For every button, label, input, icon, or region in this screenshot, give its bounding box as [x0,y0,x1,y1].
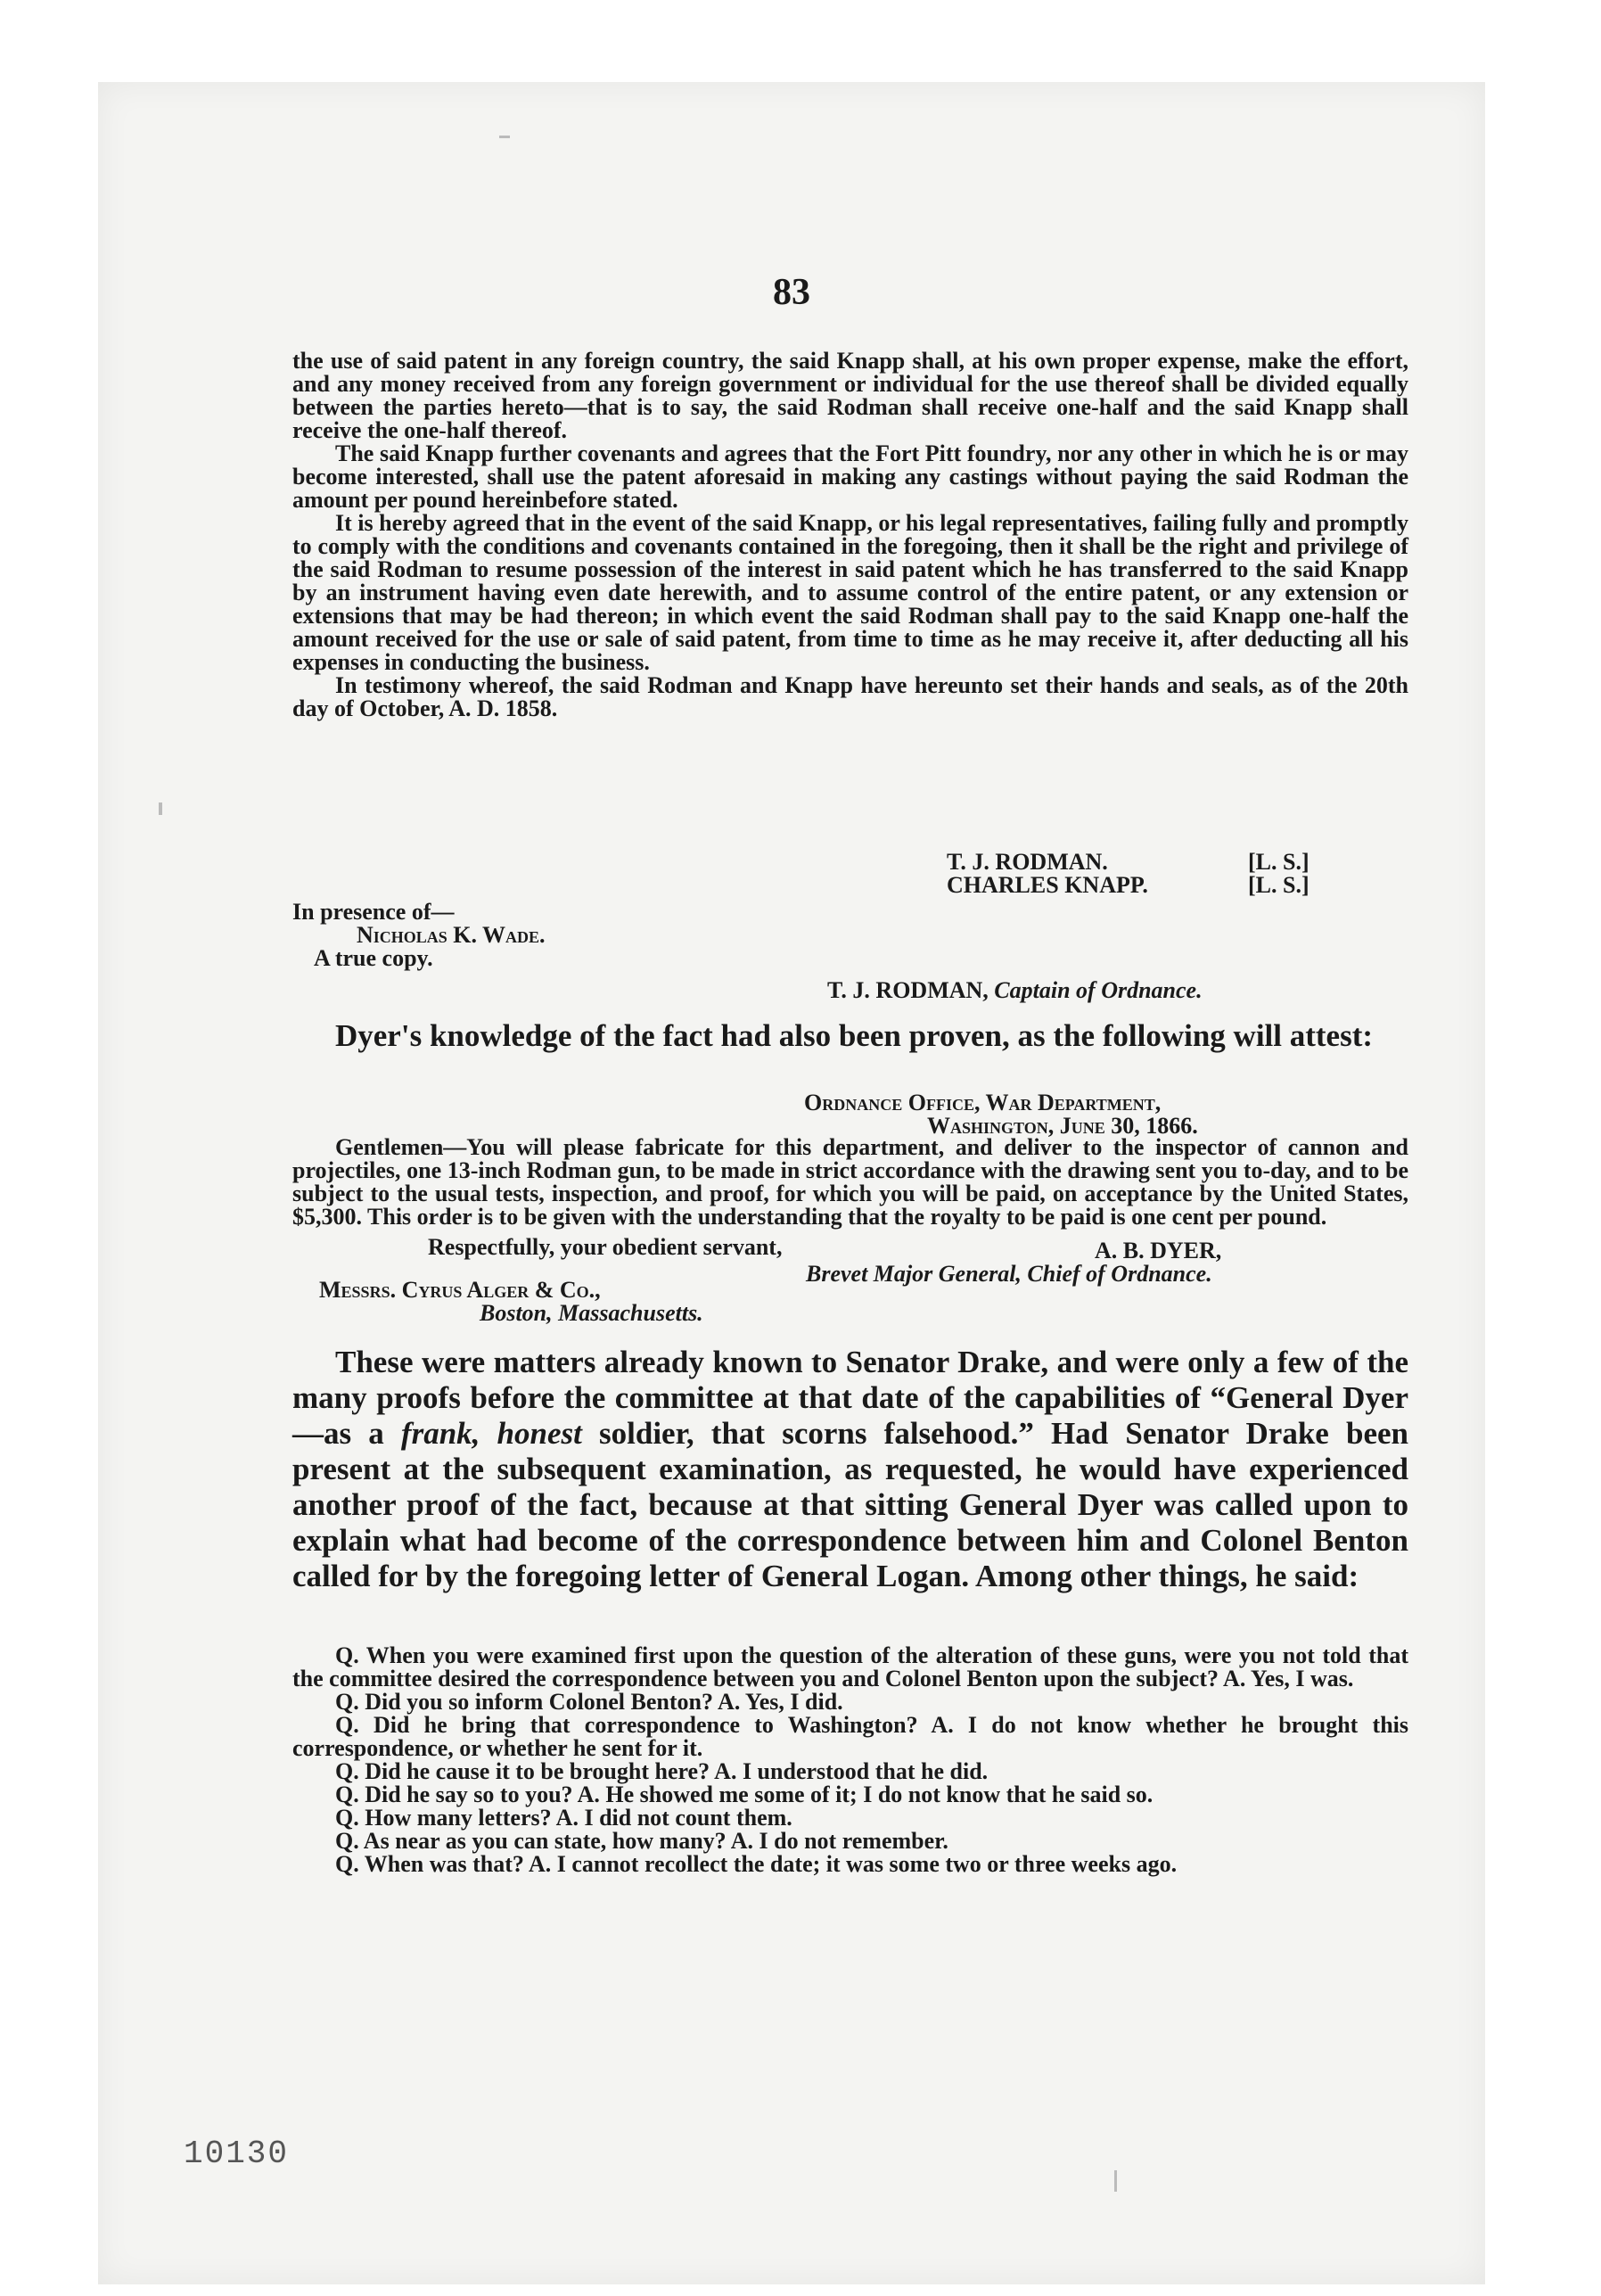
signature-knapp: CHARLES KNAPP. [947,872,1148,898]
archive-number: 10130 [184,2136,290,2172]
letter-addressee: Messrs. Cyrus Alger & Co., [319,1277,601,1303]
scan-speck [1114,2170,1117,2192]
scan-speck [499,136,510,138]
testimony-line: Q. As near as you can state, how many? A. I do not remember. [335,1828,948,1854]
true-copy: A true copy. [314,945,433,971]
testimony-line: Q. Did you so inform Colonel Benton? A. Yes, I did. [335,1689,843,1715]
letter-signer: A. B. DYER, [1095,1238,1222,1263]
letter-closing: Respectfully, your obedient servant, [428,1234,783,1260]
letter-body: Gentlemen—You will please fabricate for this department, and deliver to the inspector of cannon and projectiles, one 13-inch Rodman gun, to be made in strict accordance with the drawing sent you to-day, and to be subject to the usual tests, inspection, and proof, for which you will be paid, on acceptance by the United States, $5,300. This order is to be given with the understanding that the royalty to be paid is one cent per pound. [292,1134,1408,1230]
seal-knapp: [L. S.] [1248,872,1310,898]
testimony-line: Q. Did he say so to you? A. He showed me some of it; I do not know that he said so. [335,1782,1154,1807]
testimony-line: Q. When was that? A. I cannot recollect the date; it was some two or three weeks ago. [335,1851,1178,1877]
letter-addressee-place: Boston, Massachusetts. [480,1300,703,1326]
signature-rodman: T. J. RODMAN. [947,849,1108,875]
presence-label: In presence of— [292,899,455,925]
testimony-line: Q. When you were examined first upon the question of the alteration of these guns, were you not told that the committee desired the correspondence between you and Colonel Benton upon the subject? A. Yes, I was. [292,1642,1408,1691]
testimony [292,1644,1408,1876]
seal-rodman: [L. S.] [1248,849,1310,875]
main-paragraph: These were matters already known to Senator Drake, and were only a few of the many proofs before the committee at that date of the capabilities of “General Dyer—as a frank, honest soldier, that scorns falsehood.” Had Senator Drake been present at the subsequent examination, as requested, he would have experienced another proof of the fact, because at that sitting General Dyer was called upon to explain what had become of the correspondence between him and Colonel Benton called for by the foregoing letter of General Logan. Among other things, he said: [292,1345,1408,1593]
scan-speck [159,802,162,815]
testimony-line: Q. Did he cause it to be brought here? A. I understood that he did. [335,1758,989,1784]
letter-signer-title: Brevet Major General, Chief of Ordnance. [806,1261,1212,1287]
testimony-line: Q. Did he bring that correspondence to Washington? A. I do not know whether he brought this correspondence, or whether he sent for it. [292,1712,1408,1761]
testimony-line: Q. How many letters? A. I did not count them. [335,1805,792,1831]
page-number: 83 [773,272,810,313]
witness-name: Nicholas K. Wade. [357,922,546,948]
letter-place-date: Washington, June 30, 1866. [927,1113,1198,1139]
contract-paragraph: It is hereby agreed that in the event of the said Knapp, or his legal representatives, failing fully and promptly to comply with the conditions and covenants contained in the foregoing, then it shall be the right and privilege of the said Rodman to resume possession of the interest in said patent which he has transferred to the said Knapp by an instrument having even date herewith, and to assume control of the entire patent, or any extension or extensions that may be had thereon; in which event the said Rodman shall pay to the said Knapp one-half the amount received for the use or sale of said patent, from time to time as he may receive it, after deducting all his expenses in conducting the business. [292,510,1408,675]
contract-paragraph: In testimony whereof, the said Rodman and Knapp have hereunto set their hands and seals, as of the 20th day of October, A. D. 1858. [292,672,1408,721]
copy-signer: T. J. RODMAN, Captain of Ordnance. [827,977,1203,1003]
contract-text [292,350,1408,720]
intro-dyer: Dyer's knowledge of the fact had also been proven, as the following will attest: [335,1018,1374,1053]
document-page [98,82,1485,2284]
contract-paragraph: the use of said patent in any foreign country, the said Knapp shall, at his own proper expense, make the effort, and any money received from any foreign government or individual for the use thereof shall be divided equally between the parties hereto—that is to say, the said Rodman shall receive one-half and the said Knapp shall receive the one-half thereof. [292,348,1408,443]
letter-office: Ordnance Office, War Department, [804,1090,1162,1115]
contract-paragraph: The said Knapp further covenants and agrees that the Fort Pitt foundry, nor any other in which he is or may become interested, shall use the patent aforesaid in making any castings without paying the said Rodman the amount per pound hereinbefore stated. [292,440,1408,513]
